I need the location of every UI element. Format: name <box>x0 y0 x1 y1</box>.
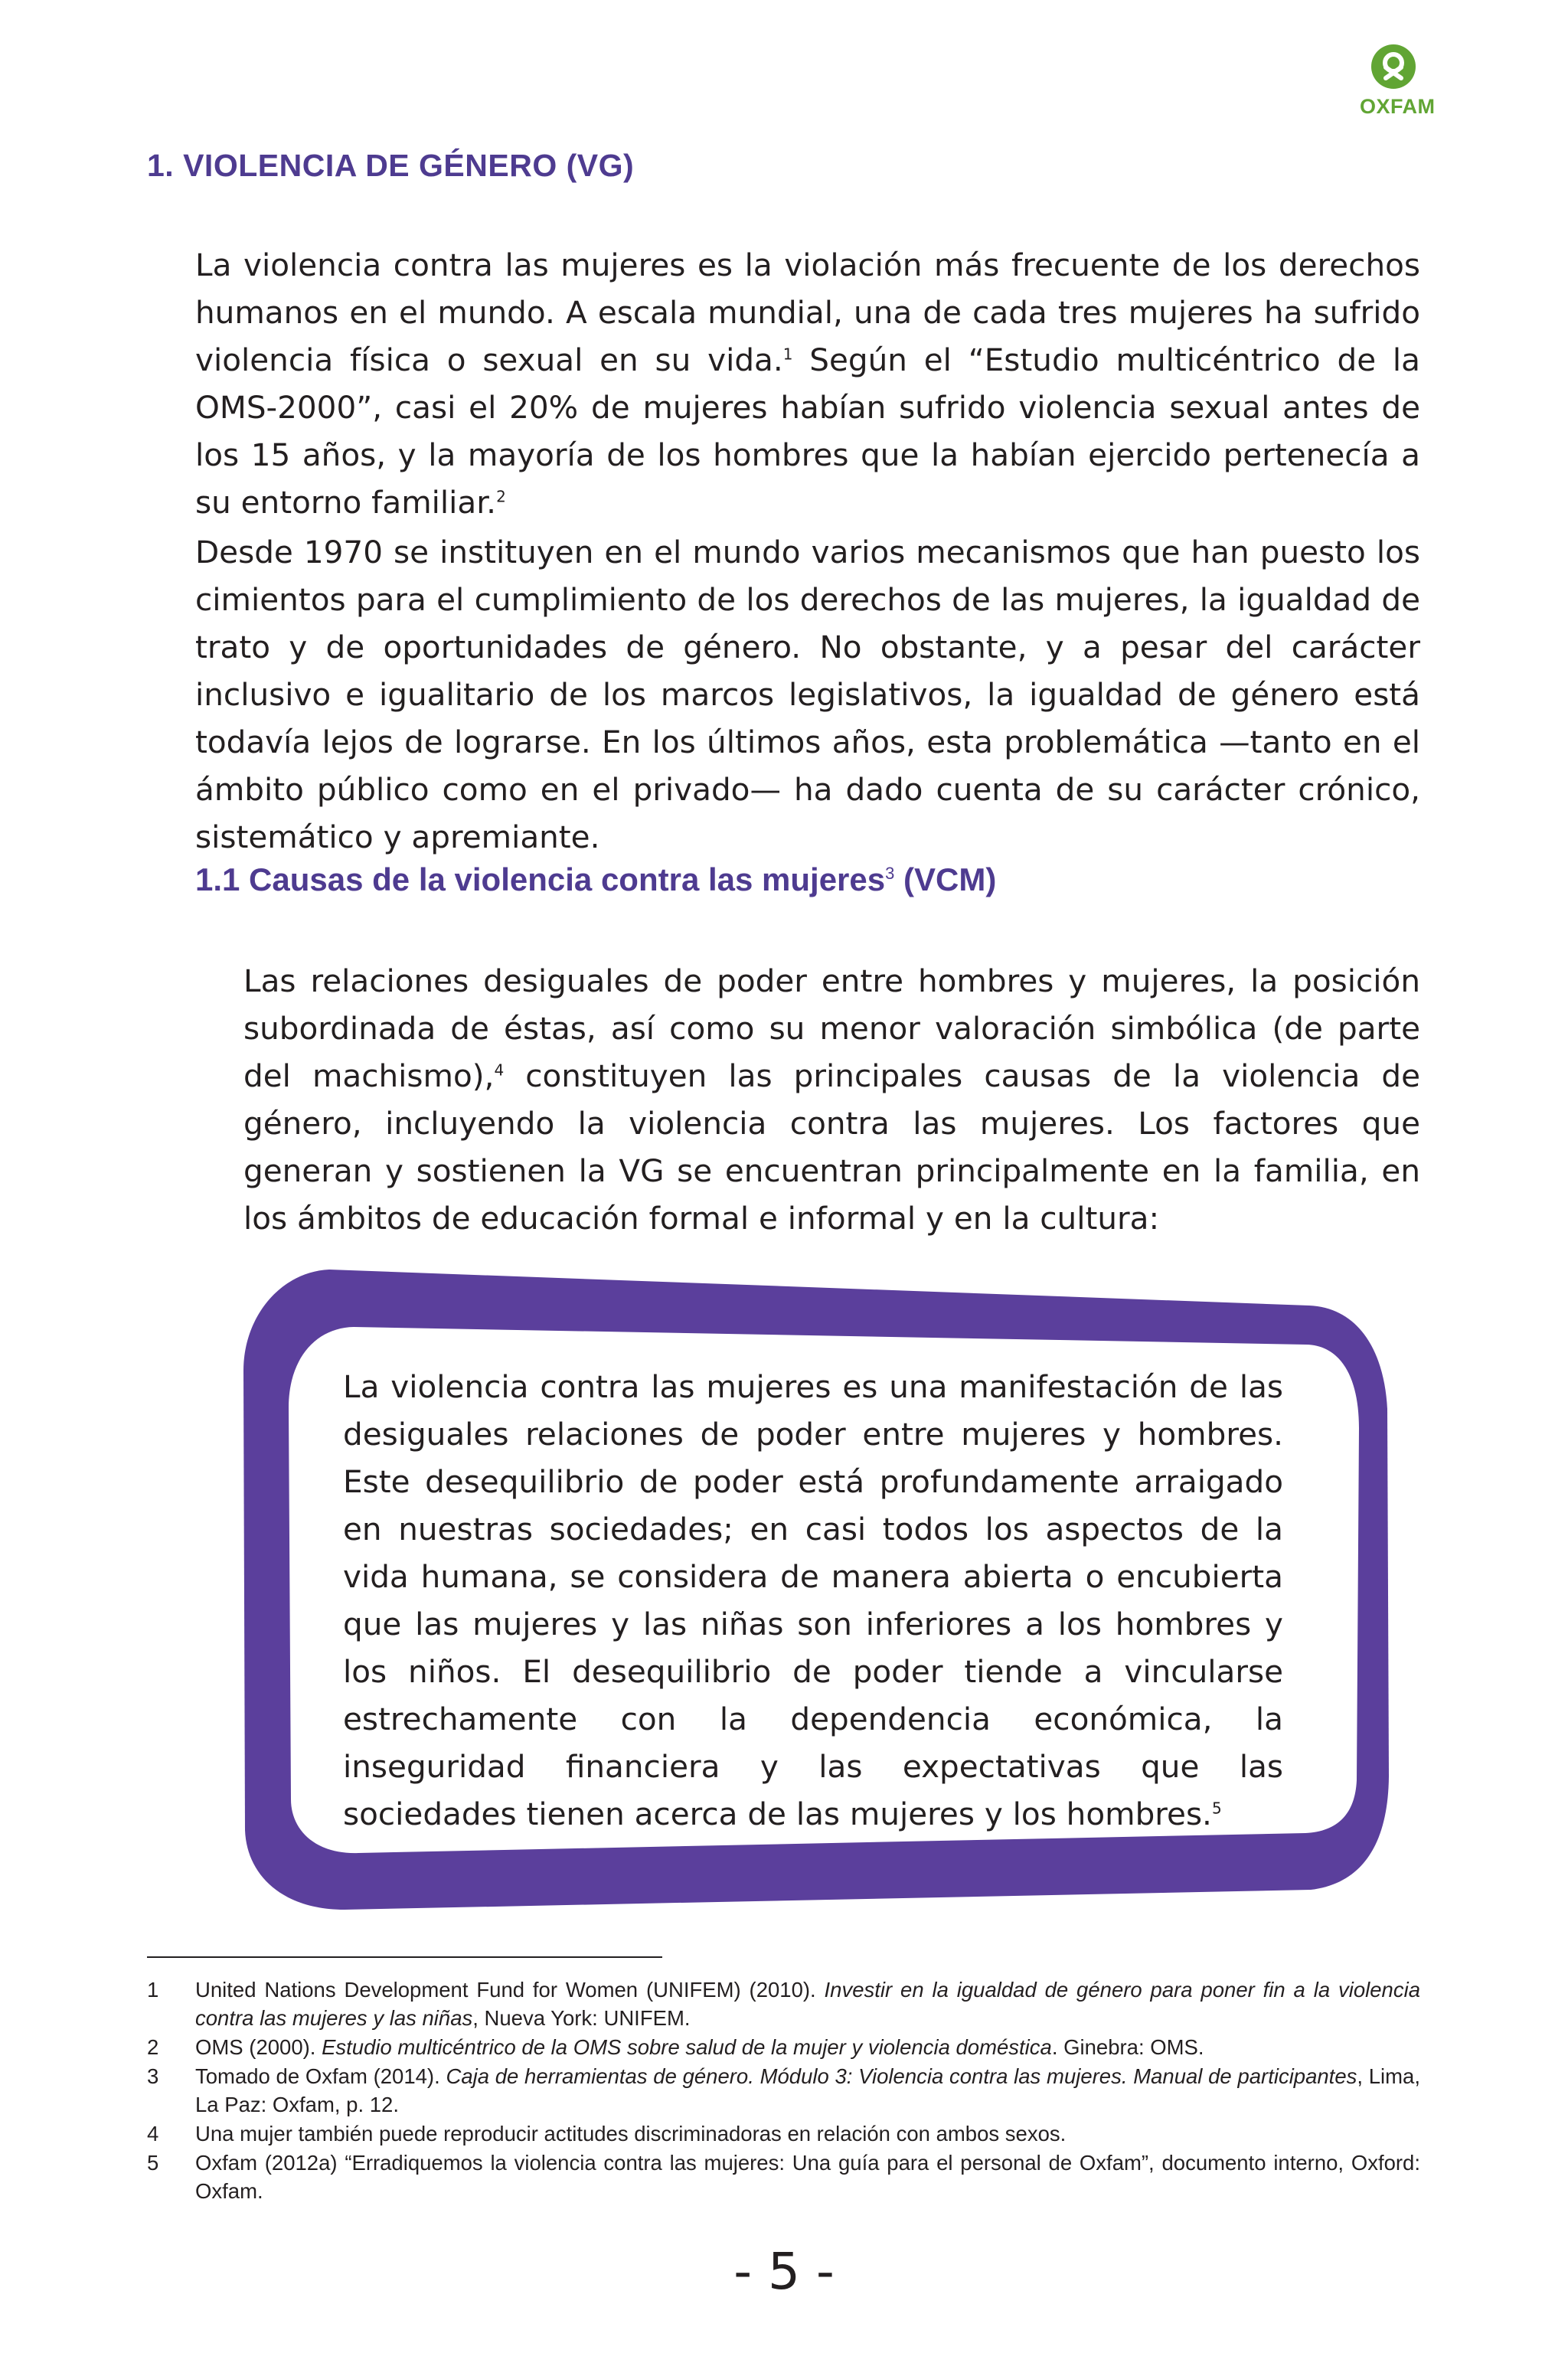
footnote-item: 4 Una mujer también puede reproducir actitudes discriminadoras en relación con ambos sexos. <box>147 2122 1067 2145</box>
footnote-ref-3[interactable]: 3 <box>885 864 895 883</box>
footnote-item: 1 United Nations Development Fund for Women (UNIFEM) (2010). Investir en la igualdad de género para poner fin a la violencia contra las mujeres y las niñas, Nueva York: UNIFEM. <box>147 1978 1420 2030</box>
footnote-ref-1[interactable]: 1 <box>782 345 793 364</box>
page-number: - 5 - <box>733 2242 835 2301</box>
section-title: 1. VIOLENCIA DE GÉNERO (VG) <box>147 148 635 183</box>
subsection-title-text-a: 1.1 Causas de la violencia contra las mujeres <box>195 861 886 897</box>
paragraph-1-text-b: Según el “Estudio multicéntrico de la OMS-2000”, casi el 20% de mujeres habían sufrido violencia sexual antes de los 15 años, y la mayoría de los hombres que la habían ejercido pertenecía a su entorno familiar. <box>195 342 1420 521</box>
paragraph-3-text-a: Las relaciones desiguales de poder entre hombres y mujeres, la posición subordinada de éstas, así como su menor valoración simbólica (de parte del machismo), <box>243 962 1420 1094</box>
quote-text <box>343 1363 1283 1838</box>
footnote-item: 3 Tomado de Oxfam (2014). Caja de herramientas de género. Módulo 3: Violencia contra las mujeres. Manual de participantes, Lima, La Paz: Oxfam, p. 12. <box>147 2064 1420 2116</box>
brand-name: OXFAM <box>1360 95 1436 118</box>
footnote-ref-4[interactable]: 4 <box>494 1060 505 1080</box>
footnote-item: 2 OMS (2000). Estudio multicéntrico de la OMS sobre salud de la mujer y violencia doméstica. Ginebra: OMS. <box>147 2035 1204 2059</box>
footnote-ref-2[interactable]: 2 <box>496 487 506 506</box>
paragraph-1-text-a: La violencia contra las mujeres es la violación más frecuente de los derechos humanos en el mundo. A escala mundial, una de cada tres mujeres ha sufrido violencia física o sexual en su vida. <box>195 247 1420 378</box>
paragraph-2: Desde 1970 se instituyen en el mundo varios mecanismos que han puesto los cimientos para el cumplimiento de los derechos de las mujeres, la igualdad de trato y de oportunidades de género. No obstante, y a pesar del carácter inclusivo e igualitario de los marcos legislativos, la igualdad de género está todavía lejos de lograrse. En los últimos años, esta problemática —tanto en el ámbito público como en el privado— ha dado cuenta de su carácter crónico, sistemático y apremiante. <box>195 534 1420 855</box>
footnote-ref-5[interactable]: 5 <box>1211 1799 1222 1818</box>
footnote-list <box>147 1976 1420 2206</box>
paragraph-3-text-b: constituyen las principales causas de la violencia de género, incluyendo la violencia contra las mujeres. Los factores que generan y sostienen la VG se encuentran principalmente en la familia, en los ámbitos de educación formal e informal y en la cultura: <box>243 1057 1420 1237</box>
footnote-item: 5 Oxfam (2012a) “Erradiquemos la violencia contra las mujeres: Una guía para el personal de Oxfam”, documento interno, Oxford: Oxfam. <box>147 2151 1420 2203</box>
footnote-rule <box>147 1956 662 1958</box>
quote-body: La violencia contra las mujeres es una manifestación de las desiguales relaciones de poder entre mujeres y hombres. Este desequilibrio de poder está profundamente arraigado en nuestras sociedades; en casi todos los aspectos de la vida humana, se considera de manera abierta o encubierta que las mujeres y las niñas son inferiores a los hombres y los niños. El desequilibrio de poder tiende a vincularse estrechamente con la dependencia económica, la inseguridad financiera y las expectativas que las sociedades tienen acerca de las mujeres y los hombres. <box>343 1368 1283 1832</box>
subsection-title-text-b: (VCM) <box>894 861 997 897</box>
